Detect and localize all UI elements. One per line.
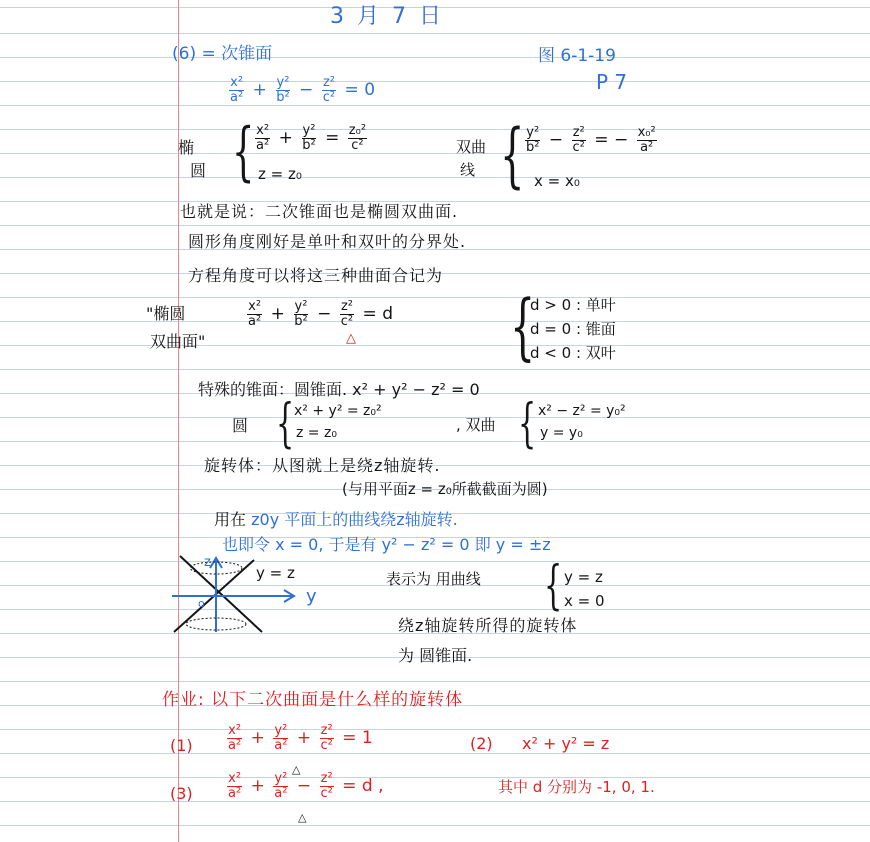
case-zero: d = 0 : 锥面 — [530, 320, 616, 338]
homework-title: 作业: 以下二次曲面是什么样的旋转体 — [162, 690, 464, 710]
blue-note: 也即令 x = 0, 于是有 y² − z² = 0 即 y = ±z — [222, 535, 551, 554]
cone-equation: $\frac{\text{x²}}{\text{a²}}$ + $\frac{\text{y²}}{\text{b²}}$ − $\frac{\text{z²}}{\text{c²}}$ = 0 — [230, 75, 376, 105]
case-positive: d > 0 : 单叶 — [530, 296, 616, 314]
rotation-note: (与用平面z = z₀所截截面为圆) — [342, 480, 548, 498]
hw-mark-2: △ — [298, 811, 307, 824]
unified-label-1: "椭圆 — [146, 304, 186, 323]
graph-axis-y: y — [306, 586, 317, 607]
rotation-result-1: 绕z轴旋转所得的旋转体 — [398, 616, 578, 635]
hyper2-line2: y = y₀ — [540, 425, 583, 441]
section-heading: (6) = 次锥面 — [172, 44, 273, 64]
graph-line-label: y = z — [256, 564, 295, 582]
note-line-3: 方程角度可以将这三种曲面合记为 — [188, 266, 444, 285]
ellipse-label-top: 椭 — [178, 138, 195, 157]
rotation-body-line: 旋转体：从图就上是绕z轴旋转. — [204, 456, 441, 475]
ellipse-label-bottom: 圆 — [190, 161, 207, 180]
hyper2-brace: { — [518, 394, 537, 454]
rotation-result-2: 为 圆锥面. — [398, 646, 473, 665]
unified-label-2: 双曲面" — [150, 332, 206, 351]
hw-problem-3-label: (3) — [170, 784, 193, 803]
hw-problem-2-label: (2) — [470, 734, 493, 753]
curve-brace: { — [544, 556, 563, 616]
circle-line1: x² + y² = z₀² — [294, 403, 382, 419]
note-line-2: 圆形角度刚好是单叶和双叶的分界处. — [188, 232, 467, 251]
hyperbola-label-top: 双曲 — [456, 138, 487, 156]
case-negative: d < 0 : 双叶 — [530, 344, 616, 362]
curve-line1: y = z — [564, 568, 603, 586]
margin-line — [178, 0, 179, 842]
hyperbola-label-bottom: 线 — [460, 161, 476, 179]
hw-problem-3: $\frac{\text{x²}}{\text{a²}}$ + $\frac{\text{y²}}{\text{a²}}$ − $\frac{\text{z²}}{\text{c²}}$ = d , — [228, 771, 384, 801]
unified-equation: $\frac{\text{x²}}{\text{a²}}$ + $\frac{\text{y²}}{\text{b²}}$ − $\frac{\text{z²}}{\text{c²}}$ = d — [248, 299, 393, 329]
graph-origin: o — [198, 597, 205, 610]
graph-axis-z: z — [204, 555, 211, 570]
special-cone-line: 特殊的锥面：圆锥面. x² + y² − z² = 0 — [198, 380, 480, 399]
circle-brace: { — [276, 394, 295, 454]
hw-problem-1-label: (1) — [170, 736, 193, 755]
curve-description: 表示为 用曲线 — [386, 570, 481, 588]
use-text: 用在 z0y 平面上的曲线绕z轴旋转. — [214, 510, 458, 529]
ellipse-line2: z = z₀ — [258, 165, 302, 183]
hyper2-line1: x² − z² = y₀² — [538, 403, 626, 419]
hw-problem-3-note: 其中 d 分别为 -1, 0, 1. — [498, 778, 655, 796]
date-title: 3 月 7 日 — [330, 4, 444, 29]
hw-problem-1: $\frac{\text{x²}}{\text{a²}}$ + $\frac{\text{y²}}{\text{a²}}$ + $\frac{\text{z²}}{\text{c²}}$ = 1 — [228, 723, 373, 753]
curve-line2: x = 0 — [564, 592, 605, 610]
hw-mark-1: △ — [292, 763, 301, 776]
page-reference: P 7 — [596, 70, 628, 94]
note-line-1: 也就是说：二次锥面也是椭圆双曲面. — [180, 202, 459, 221]
ellipse-brace: { — [232, 115, 255, 189]
delta-mark: △ — [346, 331, 356, 346]
hw-problem-2: x² + y² = z — [522, 734, 610, 753]
circle-line2: z = z₀ — [296, 425, 337, 441]
hyperbola-line2: x = x₀ — [534, 172, 580, 190]
figure-reference: 图 6-1-19 — [538, 46, 616, 66]
hyperbola-line1: $\frac{\text{y²}}{\text{b²}}$ − $\frac{\text{z²}}{\text{c²}}$ = − $\frac{\text{x₀²}}{\text{a²}}$ — [526, 125, 656, 155]
hyper2-label: , 双曲 — [456, 416, 496, 434]
cases-brace: { — [510, 284, 536, 368]
ellipse-line1: $\frac{\text{x²}}{\text{a²}}$ + $\frac{\text{y²}}{\text{b²}}$ = $\frac{\text{z₀²}}{\text{c²}}$ — [256, 123, 367, 153]
circle-label: 圆 — [232, 416, 249, 435]
hyperbola-brace: { — [500, 114, 525, 196]
